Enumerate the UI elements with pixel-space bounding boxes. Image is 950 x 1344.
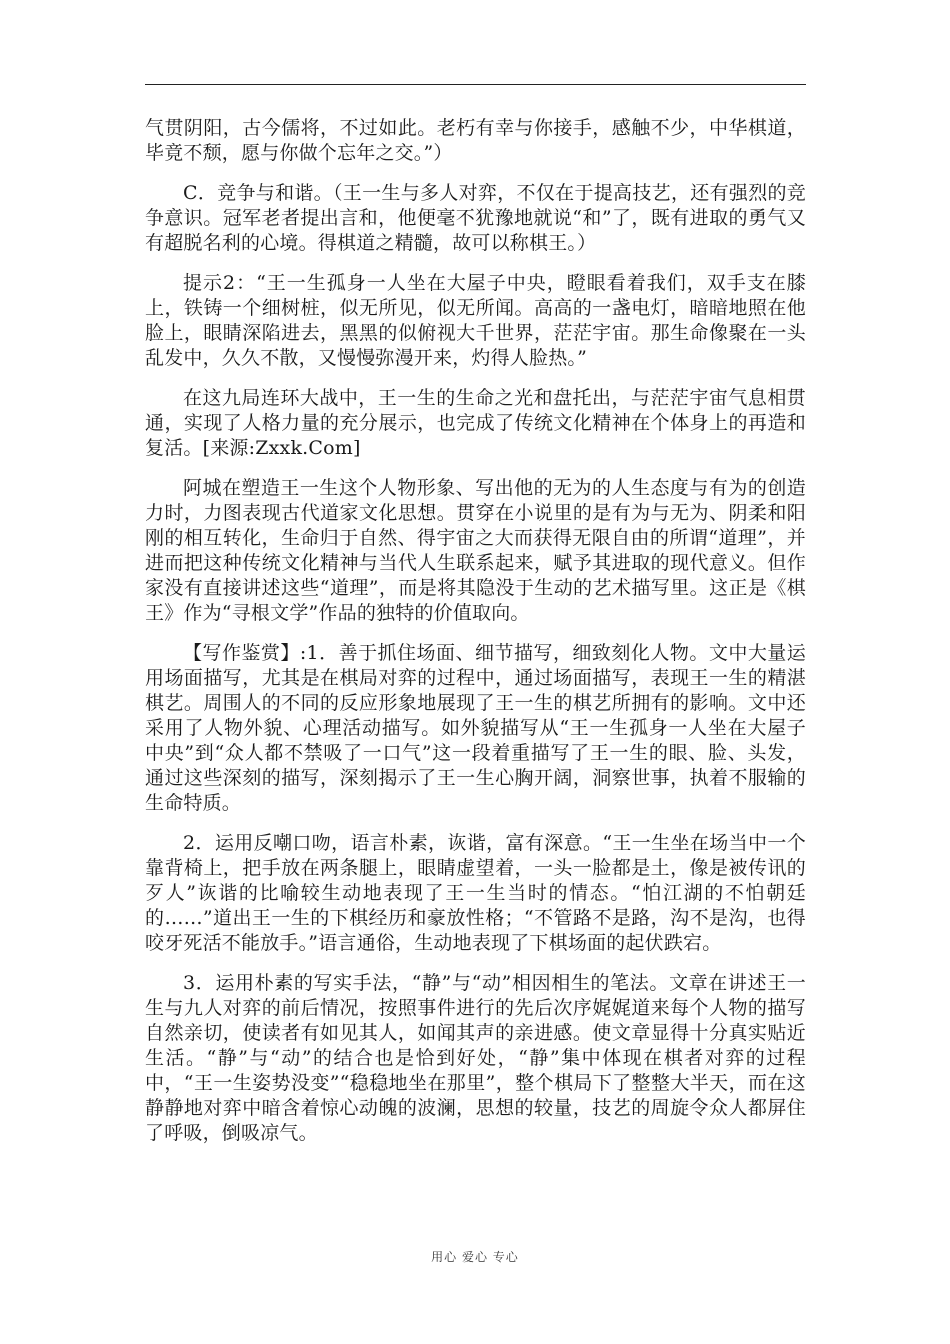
document-body xyxy=(145,116,806,1161)
paragraph-hint-2: 提示2：“王一生孤身一人坐在大屋子中央，瞪眼看着我们，双手支在膝上，铁铸一个细树桩，似无所见，似无所闻。高高的一盏电灯，暗暗地照在他脸上，眼睛深陷进去，黑黑的似俯视大千世界，茫茫宇宙。那生命像聚在一头乱发中，久久不散，又慢慢弥漫开来，灼得人脸热。” xyxy=(145,272,806,369)
header-divider xyxy=(145,84,806,85)
paragraph-nine-games: 在这九局连环大战中，王一生的生命之光和盘托出，与茫茫宇宙气息相贯通，实现了人格力量的充分展示，也完成了传统文化精神在个体身上的再造和复活。[来源:Zxxk.Com] xyxy=(145,387,806,459)
paragraph-option-c: C．竞争与和谐。（王一生与多人对弈，不仅在于提高技艺，还有强烈的竞争意识。冠军老者提出言和，他便毫不犹豫地就说“和”了，既有进取的勇气又有超脱名利的心境。得棋道之精髓，故可以称棋王。） xyxy=(145,182,806,254)
paragraph-writing-appreciation-2: 2．运用反嘲口吻，语言朴素，诙谐，富有深意。“王一生坐在场当中一个靠背椅上，把手放在两条腿上，眼睛虚望着，一头一脸都是土，像是被传讯的歹人”诙谐的比喻较生动地表现了王一生当时的情态。“怕江湖的不怕朝廷的……”道出王一生的下棋经历和豪放性格；“不管路不是路，沟不是沟，也得咬牙死活不能放手。”语言通俗，生动地表现了下棋场面的起伏跌宕。 xyxy=(145,832,806,954)
paragraph-acheng-daoism: 阿城在塑造王一生这个人物形象、写出他的无为的人生态度与有为的创造力时，力图表现古代道家文化思想。贯穿在小说里的是有为与无为、阴柔和阳刚的相互转化，生命归于自然、得宇宙之大而获得无限自由的所谓“道理”，并进而把这种传统文化精神与当代人生联系起来，赋予其进取的现代意义。但作家没有直接讲述这些“道理”，而是将其隐没于生动的艺术描写里。这正是《棋王》作为“寻根文学”作品的独特的价值取向。 xyxy=(145,477,806,624)
paragraph-writing-appreciation-1: 【写作鉴赏】:1．善于抓住场面、细节描写，细致刻化人物。文中大量运用场面描写，尤其是在棋局对弈的过程中，通过场面描写，表现王一生的精湛棋艺。周围人的不同的反应形象地展现了王一生的棋艺所拥有的影响。文中还采用了人物外貌、心理活动描写。如外貌描写从“王一生孤身一人坐在大屋子中央”到“众人都不禁吸了一口气”这一段着重描写了王一生的眼、脸、头发，通过这些深刻的描写，深刻揭示了王一生心胸开阔，洞察世事，执着不服输的生命特质。 xyxy=(145,642,806,814)
paragraph-continuation: 气贯阴阳，古今儒将，不过如此。老朽有幸与你接手，感触不少，中华棋道，毕竟不颓，愿与你做个忘年之交。”） xyxy=(145,117,806,164)
page-footer: 用心 爱心 专心 xyxy=(431,1250,519,1264)
paragraph-writing-appreciation-3: 3．运用朴素的写实手法，“静”与“动”相因相生的笔法。文章在讲述王一生与九人对弈的前后情况，按照事件进行的先后次序娓娓道来每个人物的描写自然亲切，使读者有如见其人，如闻其声的亲进感。使文章显得十分真实贴近生活。“静”与“动”的结合也是恰到好处，“静”集中体现在棋者对弈的过程中，“王一生姿势没变”“稳稳地坐在那里”，整个棋局下了整整大半天，而在这静静地对弈中暗含着惊心动魄的波澜，思想的较量，技艺的周旋令众人都屏住了呼吸，倒吸凉气。 xyxy=(145,972,806,1144)
